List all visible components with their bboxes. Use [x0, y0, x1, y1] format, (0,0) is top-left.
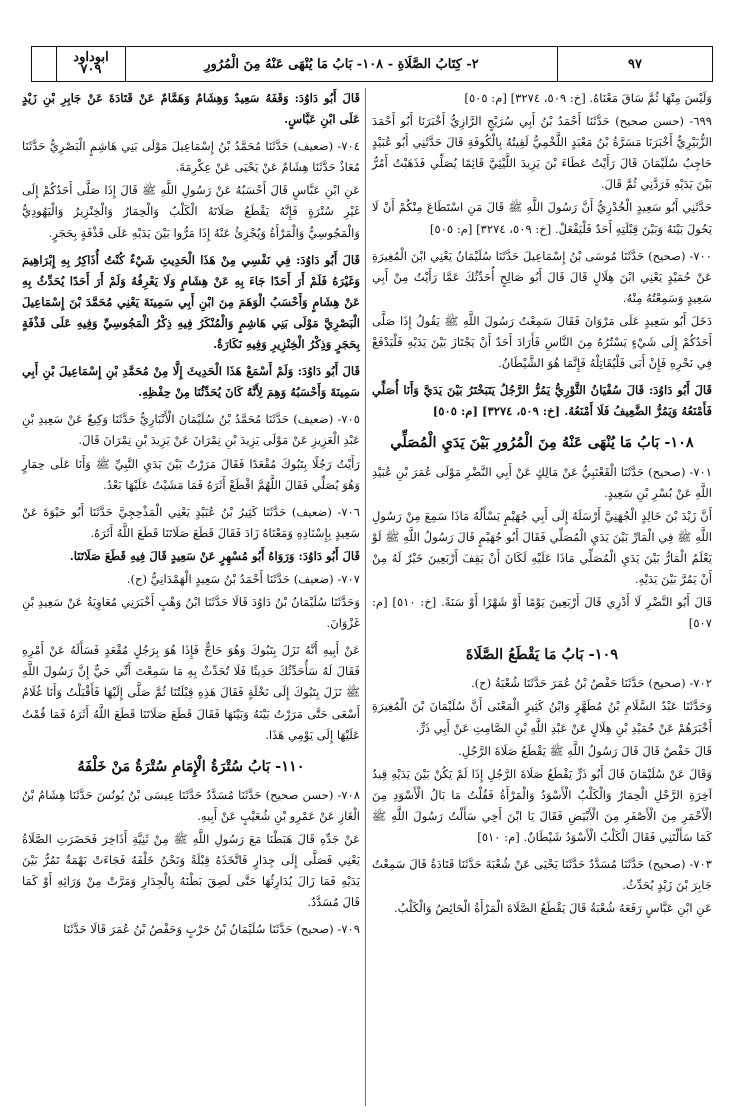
paragraph: عَنْ جَدِّهِ قَالَ هَبَطْنَا مَعَ رَسُولِ اللَّهِ ﷺ مِنْ ثَنِيَّةِ أَذَاخِرَ فَحَضَرَتِ الصَّلَاةُ يَعْنِي فَصَلَّى إِلَى جِدَارٍ فَاتَّخَذَهُ قِبْلَةً وَنَحْنُ خَلْفَهُ فَجَاءَتْ بَهْمَةٌ تَمُرُّ بَيْنَ يَدَيْهِ فَمَا زَالَ يُدَارِئُهَا حَتَّى لَصِقَ بَطْنَهُ بِالْجِدَارِ وَمَرَّتْ مِنْ وَرَائِهِ أَوْ كَمَا قَالَ مُسَدَّدٌ. [22, 832, 360, 910]
abu-dawud-comment: قَالَ أَبُو دَاوُدَ: فِي نَفْسِي مِنْ هَذَا الْحَدِيثِ شَيْءٌ كُنْتُ أُذَاكِرُ بِهِ إِبْرَاهِيمَ وَغَيْرَهُ فَلَمْ أَرَ أَحَدًا جَاءَ بِهِ عَنْ هِشَامٍ وَلَا يَعْرِفُهُ وَلَمْ أَرَ أَحَدًا يُحَدِّثُ بِهِ عَنْ هِشَامٍ وَأَحْسَبُ الْوَهَمَ مِنَ ابْنِ أَبِي سَمِينَةَ يَعْنِي مُحَمَّدَ بْنَ إِسْمَاعِيلَ الْبَصْرِيَّ مَوْلَى بَنِي هَاشِمٍ وَالْمُنْكَرُ فِيهِ ذِكْرُ الْمَجُوسِيِّ وَفِيهِ عَلَى قَذْفَةٍ بِحَجَرٍ وَذِكْرُ الْخِنْزِيرِ وَفِيهِ نَكَارَةٌ. [22, 252, 360, 352]
header-book-cell [56, 47, 125, 81]
chapter-heading: ١٠٨- بَابُ مَا يُنْهَى عَنْهُ مِنَ الْمُرُورِ بَيْنَ يَدَيِ الْمُصَلِّي [390, 434, 694, 452]
paragraph: عَنِ ابْنِ عَبَّاسٍ رَفَعَهُ شُعْبَةُ قَالَ يَقْطَعُ الصَّلَاةَ الْمَرْأَةُ الْحَائِضُ وَالْكَلْبُ. [393, 901, 712, 916]
page-header [31, 46, 713, 82]
abu-dawud-comment: قَالَ أَبُو دَاوُدَ: قَالَ سُفْيَانُ الثَّوْرِيُّ يَمُرُّ الرَّجُلُ يَتَبَخْتَرُ بَيْنَ يَدَيَّ وَأَنَا أُصَلِّي فَأَمْنَعُهُ وَيَمُرُّ الضَّعِيفُ فَلَا أَمْنَعُهُ. [خ: ٥٠٩، ٣٢٧٤] [م: ٥٠٥] [372, 383, 712, 419]
paragraph: عَنِ ابْنِ عَبَّاسٍ قَالَ أَحْسَبُهُ عَنْ رَسُولِ اللَّهِ ﷺ قَالَ إِذَا صَلَّى أَحَدُكُمْ إِلَى غَيْرِ سُتْرَةٍ فَإِنَّهُ يَقْطَعُ صَلَاتَهُ الْكَلْبُ وَالْحِمَارُ وَالْخِنْزِيرُ وَالْيَهُودِيُّ وَالْمَجُوسِيُّ وَالْمَرْأَةُ وَيُجْزِئُ عَنْهُ إِذَا مَرُّوا بَيْنَ يَدَيْهِ عَلَى قَذْفَةٍ بِحَجَرٍ. [22, 183, 360, 240]
abu-dawud-comment: قَالَ أَبُو دَاوُدَ: وَقَفَهُ سَعِيدٌ وَهِشَامٌ وَهَمَّامٌ عَنْ قَتَادَةَ عَنْ جَابِرِ بْنِ زَيْدٍ عَلَى ابْنِ عَبَّاسٍ. [22, 91, 360, 127]
paragraph: وَحَدَّثَنَا سُلَيْمَانُ بْنُ دَاوُدَ قَالَا حَدَّثَنَا ابْنُ وَهْبٍ أَخْبَرَنِي مُعَاوِيَةُ عَنْ سَعِيدِ بْنِ غَزْوَانَ. [22, 595, 360, 631]
abu-dawud-comment: قَالَ أَبُو دَاوُدَ: وَرَوَاهُ أَبُو مُسْهِرٍ عَنْ سَعِيدٍ قَالَ فِيهِ قَطَعَ صَلَاتَنَا. [69, 548, 360, 563]
hadith-paragraph: ٧٠٤- (ضعيف) حَدَّثَنَا مُحَمَّدُ بْنُ إِسْمَاعِيلَ مَوْلَى بَنِي هَاشِمٍ الْبَصْرِيُّ حَدَّثَنَا مُعَاذٌ حَدَّثَنَا هِشَامٌ عَنْ يَحْيَى عَنْ عِكْرِمَةَ. [22, 139, 360, 175]
header-empty-cell [32, 47, 56, 81]
hadith-paragraph: ٧٠٠- (صحيح) حَدَّثَنَا مُوسَى بْنُ إِسْمَاعِيلَ حَدَّثَنَا سُلَيْمَانُ يَعْنِي ابْنَ الْمُغِيرَةِ عَنْ حُمَيْدٍ يَعْنِي ابْنَ هِلَالٍ قَالَ قَالَ أَبُو صَالِحٍ أُحَدِّثُكَ عَمَّا رَأَيْتُ مِنْ أَبِي سَعِيدٍ وَسَمِعْتُهُ مِنْهُ. [372, 248, 712, 305]
hadith-paragraph: ٧٠٦- (ضعيف) حَدَّثَنَا كَثِيرُ بْنُ عُبَيْدٍ يَعْنِي الْمَذْحِجِيَّ حَدَّثَنَا أَبُو حَيْوَةَ عَنْ سَعِيدٍ بِإِسْنَادِهِ وَمَعْنَاهُ زَادَ فَقَالَ قَطَعَ صَلَاتَنَا قَطَعَ اللَّهُ أَثَرَهُ. [22, 504, 360, 540]
paragraph: حَدَّثَنِي أَبُو سَعِيدٍ الْخُدْرِيُّ أَنَّ رَسُولَ اللَّهِ ﷺ قَالَ مَنِ اسْتَطَاعَ مِنْكُمْ أَنْ لَا يَحُولَ بَيْنَهُ وَبَيْنَ قِبْلَتِهِ أَحَدٌ فَلْيَفْعَلْ. [خ: ٥٠٩، ٣٢٧٤] [م: ٥٠٥] [372, 200, 712, 236]
hadith-paragraph: ٧٠٢- (صحيح) حَدَّثَنَا حَفْصُ بْنُ عُمَرَ حَدَّثَنَا شُعْبَةُ (ح). [470, 676, 712, 691]
page-number: ٩٧ [557, 47, 712, 81]
paragraph: وَقَالَ عَنْ سُلَيْمَانَ قَالَ أَبُو ذَرٍّ يَقْطَعُ صَلَاةَ الرَّجُلِ إِذَا لَمْ يَكُنْ بَيْنَ يَدَيْهِ قِيدُ آخِرَةِ الرَّحْلِ الْحِمَارُ وَالْكَلْبُ الْأَسْوَدُ وَالْمَرْأَةُ فَقُلْتُ مَا بَالُ الْأَسْوَدِ مِنَ الْأَحْمَرِ مِنَ الْأَصْفَرِ مِنَ الْأَبْيَضِ فَقَالَ يَا ابْنَ أَخِي سَأَلْتُ رَسُولَ اللَّهِ ﷺ كَمَا سَأَلْتَنِي فَقَالَ الْكَلْبُ الْأَسْوَدُ شَيْطَانٌ. [م: ٥١٠] [372, 766, 712, 844]
paragraph: دَخَلَ أَبُو سَعِيدٍ عَلَى مَرْوَانَ فَقَالَ سَمِعْتُ رَسُولَ اللَّهِ ﷺ يَقُولُ إِذَا صَلَّى أَحَدُكُمْ إِلَى شَيْءٍ يَسْتُرُهُ مِنَ النَّاسِ فَأَرَادَ أَحَدٌ أَنْ يَجْتَازَ بَيْنَ يَدَيْهِ فَلْيَدْفَعْ فِي نَحْرِهِ فَإِنْ أَبَى فَلْيُقَاتِلْهُ فَإِنَّمَا هُوَ الشَّيْطَانُ. [372, 313, 712, 371]
hadith-paragraph: ٧٠١- (صحيح) حَدَّثَنَا الْقَعْنَبِيُّ عَنْ مَالِكٍ عَنْ أَبِي النَّضْرِ مَوْلَى عُمَرَ بْنِ عُبَيْدِ اللَّهِ عَنْ بُسْرِ بْنِ سَعِيدٍ. [372, 464, 712, 500]
header-title: ٢- كِتَابُ الصَّلَاةِ - ١٠٨- بَابُ مَا يُنْهَى عَنْهُ مِنَ الْمُرُورِ [125, 47, 557, 81]
column-divider [365, 88, 366, 1106]
hadith-paragraph: ٦٩٩- (حسن صحيح) حَدَّثَنَا أَحْمَدُ بْنُ أَبِي سُرَيْجٍ الرَّازِيُّ أَخْبَرَنَا أَبُو أَحْمَدَ الزُّبَيْرِيُّ أَخْبَرَنَا مَسَرَّةُ بْنُ مَعْبَدٍ اللَّخْمِيُّ لَقِيتُهُ بِالْكُوفَةِ قَالَ حَدَّثَنِي أَبُو عُبَيْدٍ حَاجِبُ سُلَيْمَانَ قَالَ رَأَيْتُ عَطَاءَ بْنَ يَزِيدَ اللَّيْثِيَّ قَائِمًا يُصَلِّي فَذَهَبْتُ أَمُرُّ بَيْنَ يَدَيْهِ فَرَدَّنِي ثُمَّ قَالَ. [372, 114, 712, 192]
header-book-name: ابوداود [73, 50, 109, 65]
hadith-paragraph: ٧٠٧- (ضعيف) حَدَّثَنَا أَحْمَدُ بْنُ سَعِيدٍ الْهَمْدَانِيُّ (ح). [126, 571, 360, 586]
left-column [22, 88, 360, 942]
paragraph: رَأَيْتُ رَجُلًا بِتَبُوكَ مُقْعَدًا فَقَالَ مَرَرْتُ بَيْنَ يَدَيِ النَّبِيِّ ﷺ وَأَنَا عَلَى حِمَارٍ وَهُوَ يُصَلِّي فَقَالَ اللَّهُمَّ اقْطَعْ أَثَرَهُ فَمَا مَشَيْتُ عَلَيْهَا بَعْدُ. [22, 456, 360, 492]
paragraph: أَنَّ زَيْدَ بْنَ خَالِدٍ الْجُهَنِيَّ أَرْسَلَهُ إِلَى أَبِي جُهَيْمٍ يَسْأَلُهُ مَاذَا سَمِعَ مِنْ رَسُولِ اللَّهِ ﷺ فِي الْمَارِّ بَيْنَ يَدَيِ الْمُصَلِّي فَقَالَ أَبُو جُهَيْمٍ قَالَ رَسُولُ اللَّهِ ﷺ لَوْ يَعْلَمُ الْمَارُّ بَيْنَ يَدَيِ الْمُصَلِّي مَاذَا عَلَيْهِ لَكَانَ أَنْ يَقِفَ أَرْبَعِينَ خَيْرٌ لَهُ مِنْ أَنْ يَمُرَّ بَيْنَ يَدَيْهِ. [372, 508, 712, 586]
paragraph: قَالَ أَبُو النَّضْرِ لَا أَدْرِي قَالَ أَرْبَعِينَ يَوْمًا أَوْ شَهْرًا أَوْ سَنَةً. [خ: ٥١٠] [م: ٥٠٧] [372, 595, 712, 631]
hadith-paragraph: ٧٠٨- (حسن صحيح) حَدَّثَنَا مُسَدَّدٌ حَدَّثَنَا عِيسَى بْنُ يُونُسَ حَدَّثَنَا هِشَامُ بْنُ الْغَازِ عَنْ عَمْرِو بْنِ شُعَيْبٍ عَنْ أَبِيهِ. [22, 787, 360, 823]
right-column [372, 88, 712, 921]
chapter-heading: ١١٠- بَابُ سُتْرَةُ الْإِمَامِ سُتْرَةُ مَنْ خَلْفَهُ [77, 757, 305, 775]
paragraph: وَحَدَّثَنَا عَبْدُ السَّلَامِ بْنُ مُطَهَّرٍ وَابْنُ كَثِيرٍ الْمَعْنَى أَنَّ سُلَيْمَانَ بْنَ الْمُغِيرَةِ أَخْبَرَهُمْ عَنْ حُمَيْدِ بْنِ هِلَالٍ عَنْ عَبْدِ اللَّهِ بْنِ الصَّامِتِ عَنْ أَبِي ذَرٍّ. [372, 699, 712, 735]
hadith-paragraph: ٧٠٣- (صحيح) حَدَّثَنَا مُسَدَّدٌ حَدَّثَنَا يَحْيَى عَنْ شُعْبَةَ حَدَّثَنَا قَتَادَةُ قَالَ سَمِعْتُ جَابِرَ بْنَ زَيْدٍ يُحَدِّثُ. [372, 857, 712, 893]
paragraph: قَالَ حَفْصٌ قَالَ قَالَ رَسُولُ اللَّهِ ﷺ يَقْطَعُ صَلَاةَ الرَّجُلِ. [458, 743, 712, 758]
hadith-paragraph: ٧٠٩- (صحيح) حَدَّثَنَا سُلَيْمَانُ بْنُ حَرْبٍ وَحَفْصُ بْنُ عُمَرَ قَالَا حَدَّثَنَا [63, 922, 360, 937]
abu-dawud-comment: قَالَ أَبُو دَاوُدَ: وَلَمْ أَسْمَعْ هَذَا الْحَدِيثَ إِلَّا مِنْ مُحَمَّدِ بْنِ إِسْمَاعِيلَ بْنِ أَبِي سَمِينَةَ وَأَحْسَبُهُ وَهِمَ لِأَنَّهُ كَانَ يُحَدِّثُنَا مِنْ حِفْظِهِ. [22, 364, 360, 400]
header-book-number: ٧٠٩ [80, 62, 102, 77]
paragraph: عَنْ أَبِيهِ أَنَّهُ نَزَلَ بِتَبُوكَ وَهُوَ حَاجٌّ فَإِذَا هُوَ بِرَجُلٍ مُقْعَدٍ فَسَأَلَهُ عَنْ أَمْرِهِ فَقَالَ لَهُ سَأُحَدِّثُكَ حَدِيثًا فَلَا تُحَدِّثْ بِهِ مَا سَمِعْتَ أَنِّي حَيٌّ إِنَّ رَسُولَ اللَّهِ ﷺ نَزَلَ بِتَبُوكَ إِلَى نَخْلَةٍ فَقَالَ هَذِهِ قِبْلَتُنَا ثُمَّ صَلَّى إِلَيْهَا فَأَقْبَلْتُ وَأَنَا غُلَامٌ أَسْعَى حَتَّى مَرَرْتُ بَيْنَهُ وَبَيْنَهَا فَقَالَ قَطَعَ صَلَاتَنَا قَطَعَ اللَّهُ أَثَرَهُ فَمَا قُمْتُ عَلَيْهَا إِلَى يَوْمِي هَذَا. [22, 643, 360, 742]
chapter-heading: ١٠٩- بَابُ مَا يَقْطَعُ الصَّلَاةَ [465, 646, 619, 664]
paragraph: وَلَيْسَ مِنْهَا ثُمَّ سَاقَ مَعْنَاهُ. [خ: ٥٠٩، ٣٢٧٤] [م: ٥٠٥] [464, 91, 712, 105]
hadith-paragraph: ٧٠٥- (ضعيف) حَدَّثَنَا مُحَمَّدُ بْنُ سُلَيْمَانَ الْأَنْبَارِيُّ حَدَّثَنَا وَكِيعٌ عَنْ سَعِيدِ بْنِ عَبْدِ الْعَزِيزِ عَنْ مَوْلَى يَزِيدَ بْنِ نِمْرَانَ عَنْ يَزِيدَ بْنِ نِمْرَانَ قَالَ. [22, 412, 360, 448]
